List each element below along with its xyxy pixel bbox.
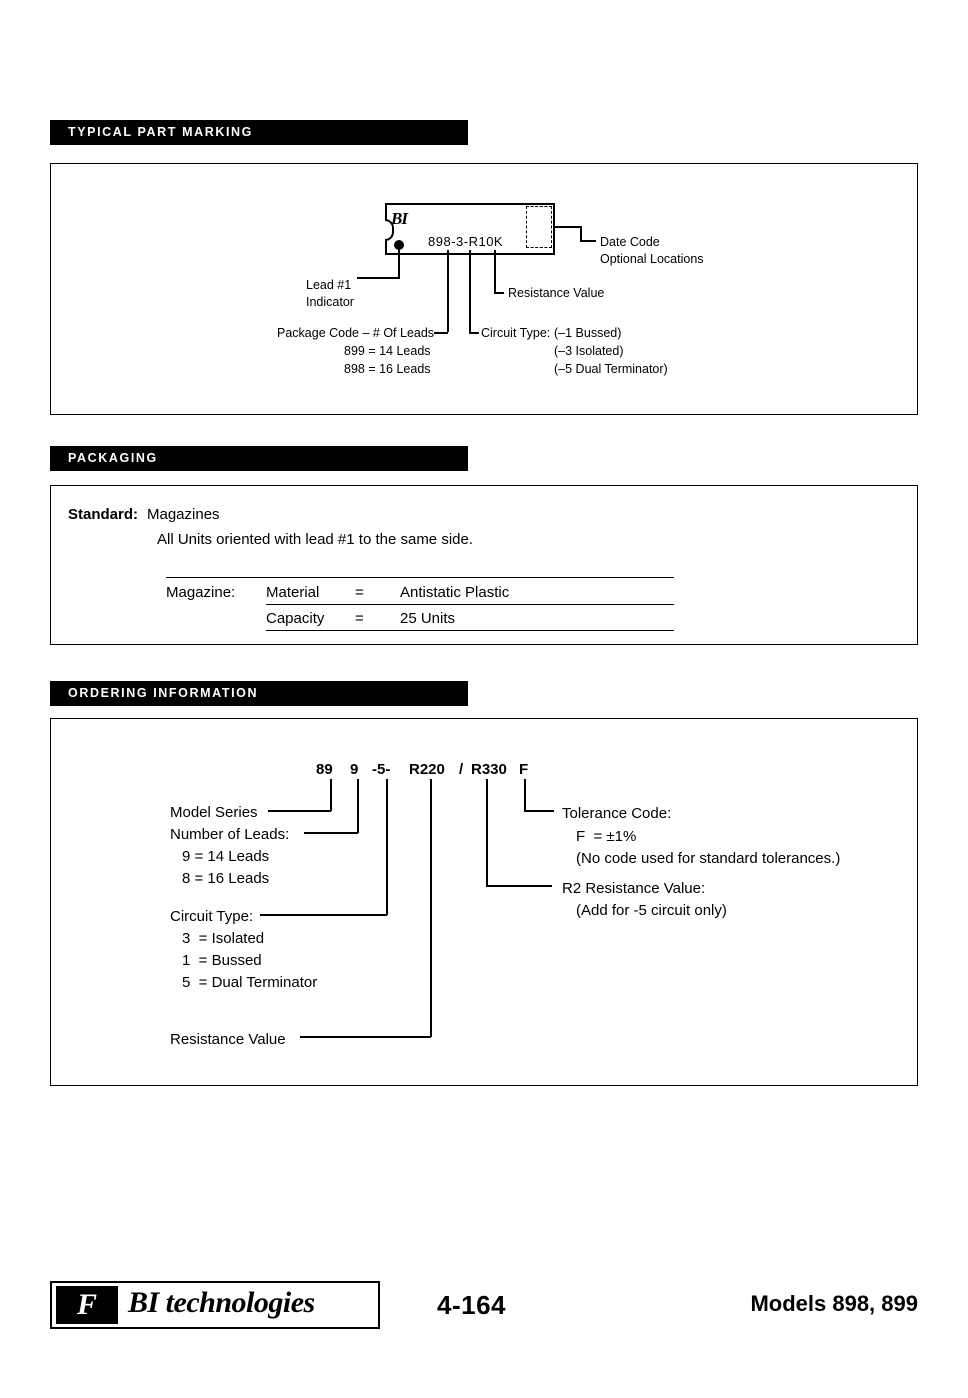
label-circuit-type: Circuit Type: [481,326,551,340]
packaging-standard-label: Standard: [68,506,139,523]
order-code-tolerance: F [519,761,529,778]
packaging-row-0-property: Material [266,584,320,601]
oi-label-resistance-value: Resistance Value [170,1031,286,1048]
label-lead1-indicator-line1: Lead #1 [306,278,352,292]
footer-logo-mark-icon: F [56,1286,118,1324]
leader-package-v [447,250,449,332]
footer-page-number: 4-164 [437,1290,506,1320]
order-code-slash: / [459,761,464,778]
oi-label-tolerance-note: (No code used for standard tolerances.) [576,850,841,867]
date-code-leader-line [553,226,581,228]
oi-leader-r2-v [486,779,488,886]
label-circuit-type-dual: (–5 Dual Terminator) [554,362,668,376]
label-circuit-type-isolated: (–3 Isolated) [554,344,624,358]
packaging-row-0-equals: = [355,584,364,601]
oi-leader-circuit-h [260,914,387,916]
order-code-number-of-leads: 9 [350,761,359,778]
footer-models: Models 898, 899 [750,1291,918,1316]
leader-resistance-h [494,292,504,294]
packaging-table-rule-mid [266,604,674,605]
oi-leader-resistance-v [430,779,432,1037]
oi-label-r2-title: R2 Resistance Value: [562,880,706,897]
section-header-packaging: PACKAGING [50,446,468,471]
packaging-table-rule-bottom [266,630,674,631]
leader-package-h [434,332,448,334]
leader-circuit-h [469,332,479,334]
packaging-magazine-label: Magazine: [166,584,236,601]
footer-company-name: BI technologies [128,1286,315,1319]
oi-leader-resistance-h [300,1036,431,1038]
oi-leader-model-h [268,810,331,812]
bi-logo-mark: BI [391,209,407,228]
oi-label-r2-note: (Add for -5 circuit only) [576,902,727,919]
oi-leader-leads-v [357,779,359,833]
order-code-r2-value: R330 [471,761,507,778]
part-number-text: 898-3-R10K [428,234,504,249]
label-package-898: 898 = 16 Leads [344,362,431,376]
oi-label-model-series: Model Series [170,804,258,821]
packaging-row-0-value: Antistatic Plastic [400,584,510,601]
oi-label-circuit-type: Circuit Type: [170,908,254,925]
oi-leader-tolerance-h [524,810,554,812]
leader-date-code-v [580,226,582,240]
section-header-part-marking: TYPICAL PART MARKING [50,120,468,145]
oi-label-circuit-opt-3: 3 = Isolated [182,930,265,947]
packaging-orientation-note: All Units oriented with lead #1 to the same side. [157,531,474,548]
oi-label-circuit-opt-1: 1 = Bussed [182,952,262,969]
label-lead1-indicator-line2: Indicator [306,295,354,309]
label-resistance-value: Resistance Value [508,286,605,300]
leader-circuit-v [469,250,471,332]
packaging-table-rule-top [166,577,674,578]
label-package-code: Package Code – # Of Leads [277,326,435,340]
oi-label-tolerance-title: Tolerance Code: [562,805,672,822]
part-marking-box [50,163,918,415]
leader-resistance-v [494,250,496,292]
label-date-code: Date Code [600,235,660,249]
label-date-code-sub: Optional Locations [600,252,704,266]
oi-leader-circuit-v [386,779,388,915]
leader-lead1-v [398,246,400,278]
oi-label-leads-opt-8: 8 = 16 Leads [182,870,270,887]
date-code-dashed-box [526,206,552,248]
oi-label-number-of-leads: Number of Leads: [170,826,290,843]
label-circuit-type-bussed: (–1 Bussed) [554,326,622,340]
oi-leader-leads-h [304,832,358,834]
order-code-circuit-type: -5- [372,761,391,778]
oi-leader-tolerance-v [524,779,526,811]
oi-label-circuit-opt-5: 5 = Dual Terminator [182,974,318,991]
packaging-row-1-value: 25 Units [400,610,456,627]
packaging-row-1-equals: = [355,610,364,627]
packaging-row-1-property: Capacity [266,610,325,627]
leader-date-code-h [580,240,596,242]
label-package-899: 899 = 14 Leads [344,344,431,358]
oi-label-leads-opt-9: 9 = 14 Leads [182,848,270,865]
oi-leader-model-v [330,779,332,811]
oi-label-tolerance-f: F = ±1% [576,828,637,845]
oi-leader-r2-h [486,885,552,887]
section-header-ordering: ORDERING INFORMATION [50,681,468,706]
order-code-model-series: 89 [316,761,333,778]
leader-lead1-h [357,277,400,279]
order-code-resistance-value: R220 [409,761,445,778]
packaging-standard-value: Magazines [147,506,220,523]
